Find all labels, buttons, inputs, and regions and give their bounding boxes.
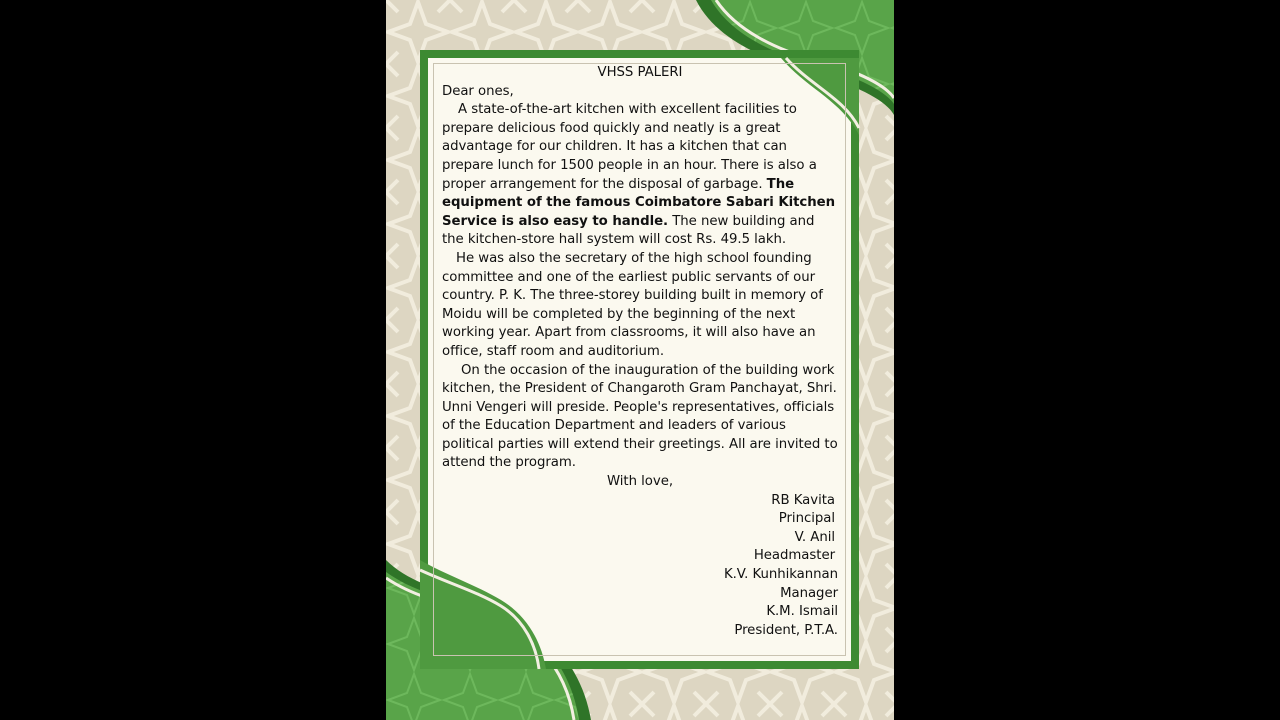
letter-poster <box>386 0 894 720</box>
paragraph-kitchen-end: The new building and the kitchen-store hall system will cost Rs. 49.5 lakh. <box>442 213 815 248</box>
signatory-name: RB Kavita <box>771 492 835 508</box>
signatory-name: K.V. Kunhikannan <box>723 567 838 583</box>
salutation: Dear ones, <box>442 83 514 99</box>
paragraph-kitchen <box>442 101 838 250</box>
paragraph-kitchen-bold: The equipment of the famous Coimbatore Sabari Kitchen Service is also easy to handle. <box>442 176 836 229</box>
letter-body <box>442 64 838 640</box>
signatory-role: Manager <box>780 585 838 601</box>
signatory-name: K.M. Ismail <box>766 604 838 620</box>
closing-line: With love, <box>606 474 674 490</box>
signatory-role: Principal <box>778 511 835 527</box>
letter-heading: VHSS PALERI <box>597 65 683 80</box>
signatory-name: V. Anil <box>794 529 835 545</box>
paragraph-inauguration: On the occasion of the inauguration of the building work kitchen, the President of Changaroth Gram Panchayat, Shri. Unni Vengeri will preside. People's representatives, officials of the Education Department and leaders of various political parties will extend their greetings. All are invited to attend the program. <box>442 362 838 471</box>
signatory-role: President, P.T.A. <box>734 622 838 638</box>
signature-block <box>442 492 838 641</box>
paragraph-building: He was also the secretary of the high school founding committee and one of the earliest public servants of our country. P. K. The three-storey building built in memory of Moidu will be completed by the beginning of the next working year. Apart from classrooms, it will also have an office, staff room and auditorium. <box>442 250 823 359</box>
signatory-role: Headmaster <box>753 548 835 564</box>
paragraph-kitchen-start: A state-of-the-art kitchen with excellent facilities to prepare delicious food quickly and neatly is a great advantage for our children. It has a kitchen that can prepare lunch for 1500 people in an hour. There is also a proper arrangement for the disposal of garbage. <box>442 102 817 192</box>
